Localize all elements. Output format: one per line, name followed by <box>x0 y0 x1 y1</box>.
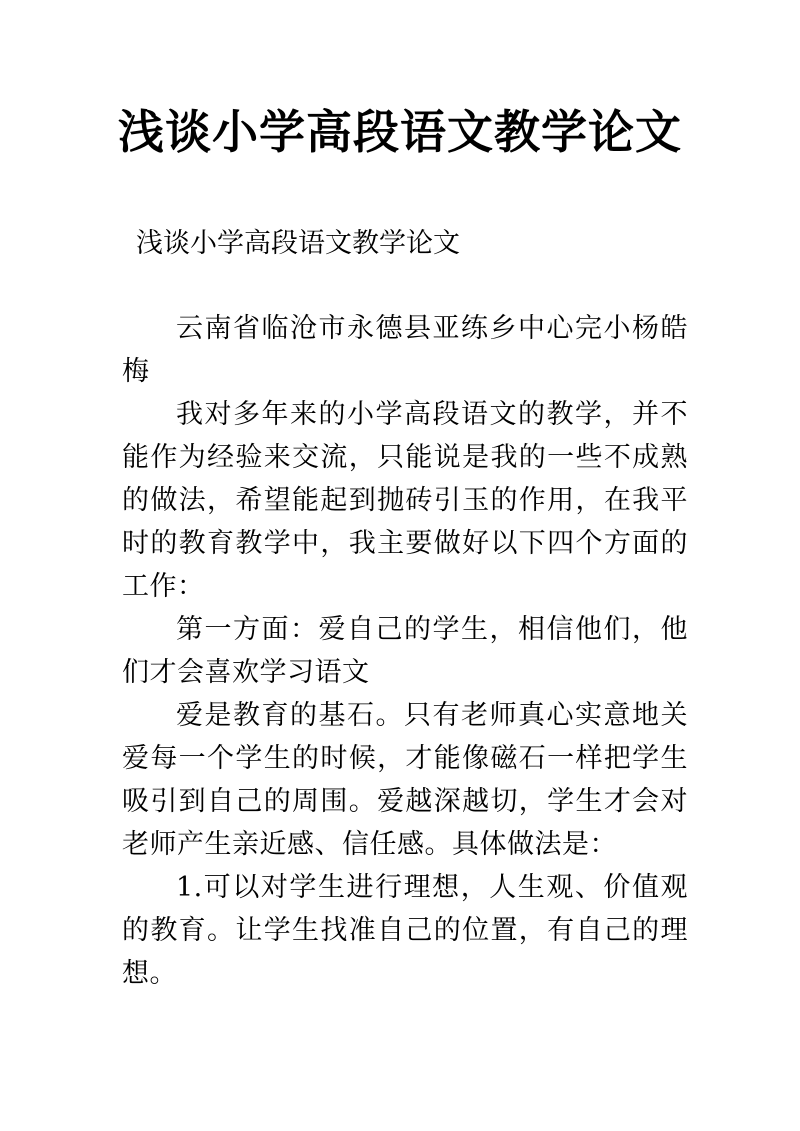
document-title: 浅谈小学高段语文教学论文 <box>118 105 682 159</box>
intro-paragraph: 我对多年来的小学高段语文的教学，并不能作为经验来交流，只能说是我的一些不成熟的做法，希望能起到抛砖引玉的作用，在我平时的教育教学中，我主要做好以下四个方面的工作： <box>122 399 688 602</box>
author-line: 云南省临沧市永德县亚练乡中心完小杨皓梅 <box>122 313 688 387</box>
body-paragraph: 爱是教育的基石。只有老师真心实意地关爱每一个学生的时候，才能像磁石一样把学生吸引到自己的周围。爱越深越切，学生才会对老师产生亲近感、信任感。具体做法是： <box>122 700 688 860</box>
document-body <box>122 307 688 995</box>
document-subtitle: 浅谈小学高段语文教学论文 <box>136 228 460 259</box>
section-heading: 第一方面：爱自己的学生，相信他们，他们才会喜欢学习语文 <box>122 614 688 688</box>
list-item: 1.可以对学生进行理想，人生观、价值观的教育。让学生找准自己的位置，有自己的理想。 <box>122 872 688 989</box>
